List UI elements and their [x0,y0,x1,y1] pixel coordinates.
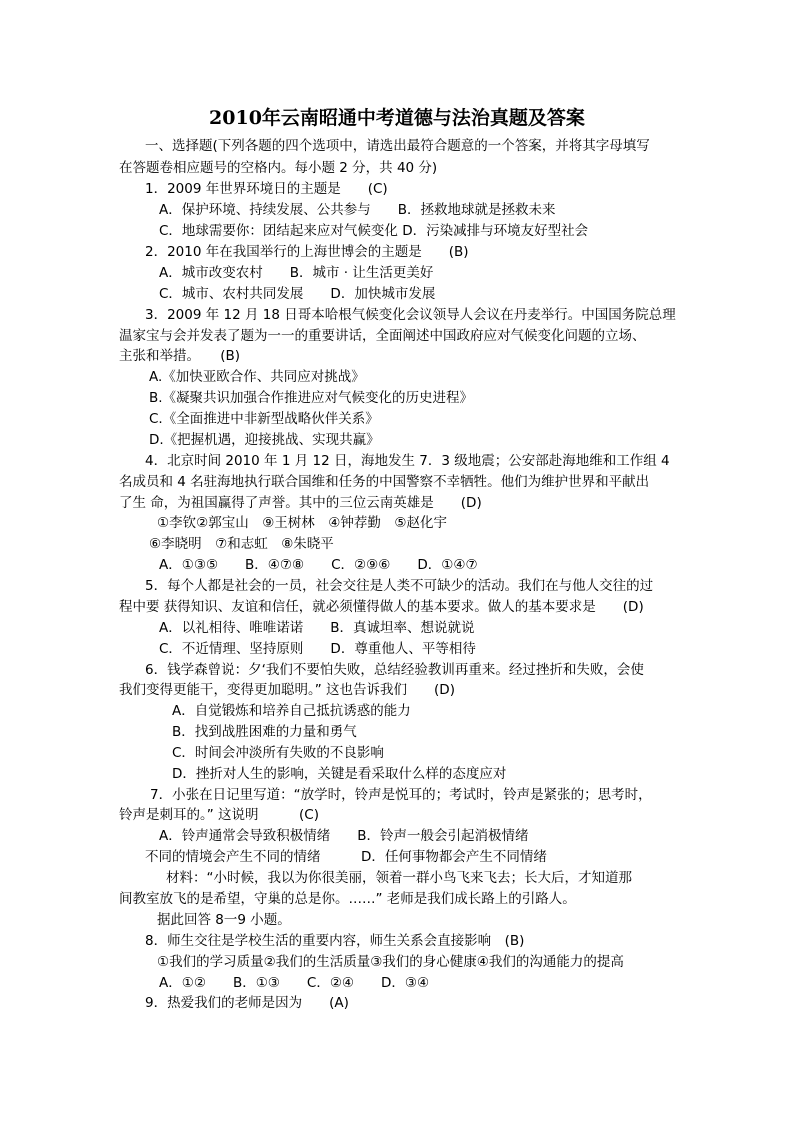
question-6-cont: 我们变得更能干，变得更加聪明。” 这也告诉我们 (D) [119,682,455,698]
question-3-cont: 主张和举措。 (B) [119,348,241,364]
question-4-cont: 了生 命，为祖国赢得了声誉。其中的三位云南英雄是 (D) [119,495,482,511]
question-6-option-b: B．找到战胜困难的力量和勇气 [172,724,357,740]
material-text-cont: 间教室放飞的是希望，守巢的总是你。……” 老师是我们成长路上的引路人。 [119,891,576,907]
question-7-options-ab: A．铃声通常会导致积极情绪 B．铃声一般会引起消极情绪 [159,828,529,844]
document-title: 2010年云南昭通中考道德与法治真题及答案 [209,107,585,129]
question-4-names: ①李钦②郭宝山 ⑨王树林 ④钟荐勤 ⑤赵化宇 [157,515,448,531]
question-6-option-c: C．时间会冲淡所有失败的不良影响 [172,745,384,761]
question-7: 7．小张在日记里写道：“放学时，铃声是悦耳的；考试时，铃声是紧张的；思考时， [150,787,652,803]
question-5-options-ab: A．以礼相待、唯唯诺诺 B．真诚坦率、想说就说 [159,620,475,636]
question-8-items: ①我们的学习质量②我们的生活质量③我们的身心健康④我们的沟通能力的提高 [157,954,624,970]
question-4-cont: 名成员和 4 名驻海地执行联合国维和任务的中国警察不幸牺牲。他们为维护世界和平献出 [119,474,650,490]
question-5: 5．每个人都是社会的一员，社会交往是人类不可缺少的活动。我们在与他人交往的过 [145,578,654,594]
question-5-cont: 程中要 获得知识、友谊和信任，就必须懂得做人的基本要求。做人的基本要求是 (D) [119,599,644,615]
question-1: 1．2009 年世界环境日的主题是 (C) [145,181,388,197]
question-2-options-cd: C．城市、农村共同发展 D．加快城市发展 [159,286,436,302]
question-1-options-ab: A．保护环境、持续发展、公共参与 B．拯救地球就是拯救未来 [159,202,556,218]
question-3-option-c: C.《全面推进中非新型战略伙伴关系》 [149,411,379,427]
question-5-options-cd: C．不近情理、坚持原则 D．尊重他人、平等相待 [159,641,476,657]
question-7-cont: 铃声是刺耳的。” 这说明 (C) [119,807,319,823]
question-2: 2．2010 年在我国举行的上海世博会的主题是 (B) [145,244,469,260]
question-4: 4．北京时间 2010 年 1 月 12 日，海地发生 7．3 级地震；公安部赴海地维和工作组 4 [145,453,670,469]
question-8-options: A．①② B．①③ C．②④ D．③④ [159,975,430,991]
question-3-cont: 温家宝与会并发表了题为一一的重要讲话，全面阐述中国政府应对气候变化问题的立场、 [119,328,646,344]
question-3-option-a: A.《加快亚欧合作、共同应对挑战》 [149,369,365,385]
question-9: 9．热爱我们的老师是因为 (A) [145,995,349,1011]
material-instruction: 据此回答 8一9 小题。 [157,912,291,928]
section-heading: 一、选择题(下列各题的四个选项中，请选出最符合题意的一个答案，并将其字母填写 [145,138,650,154]
question-6: 6．钱学森曾说：夕‘我们不要怕失败，总结经验教训再重来。经过挫折和失败，会使 [145,662,644,678]
question-3-option-d: D.《把握机遇，迎接挑战、实现共赢》 [149,432,380,448]
question-4-options: A．①③⑤ B．④⑦⑧ C．②⑨⑥ D．①④⑦ [159,557,478,573]
question-3: 3．2009 年 12 月 18 日哥本哈根气候变化会议领导人会议在丹麦举行。中国国务院总理 [145,307,676,323]
question-6-option-d: D．挫折对人生的影响，关键是看采取什么样的态度应对 [172,766,507,782]
section-heading-cont: 在答题卷相应题号的空格内。每小题 2 分，共 40 分) [119,160,438,176]
question-8: 8．师生交往是学校生活的重要内容，师生关系会直接影响 (B) [145,933,525,949]
question-6-option-a: A．自觉锻炼和培养自己抵抗诱惑的能力 [172,703,411,719]
question-1-options-cd: C．地球需要你：团结起来应对气候变化 D．污染减排与环境友好型社会 [159,223,589,239]
question-7-options-cd: 不同的情境会产生不同的情绪 D．任何事物都会产生不同情绪 [145,849,547,865]
question-4-names: ⑥李晓明 ⑦和志虹 ⑧朱晓平 [149,536,334,552]
question-3-option-b: B.《凝聚共识加强合作推进应对气候变化的历史进程》 [149,390,474,406]
material-text: 材料：“小时候，我以为你很美丽，领着一群小鸟飞来飞去；长大后，才知道那 [166,870,632,886]
question-2-options-ab: A．城市改变农村 B．城市 · 让生活更美好 [159,265,434,281]
